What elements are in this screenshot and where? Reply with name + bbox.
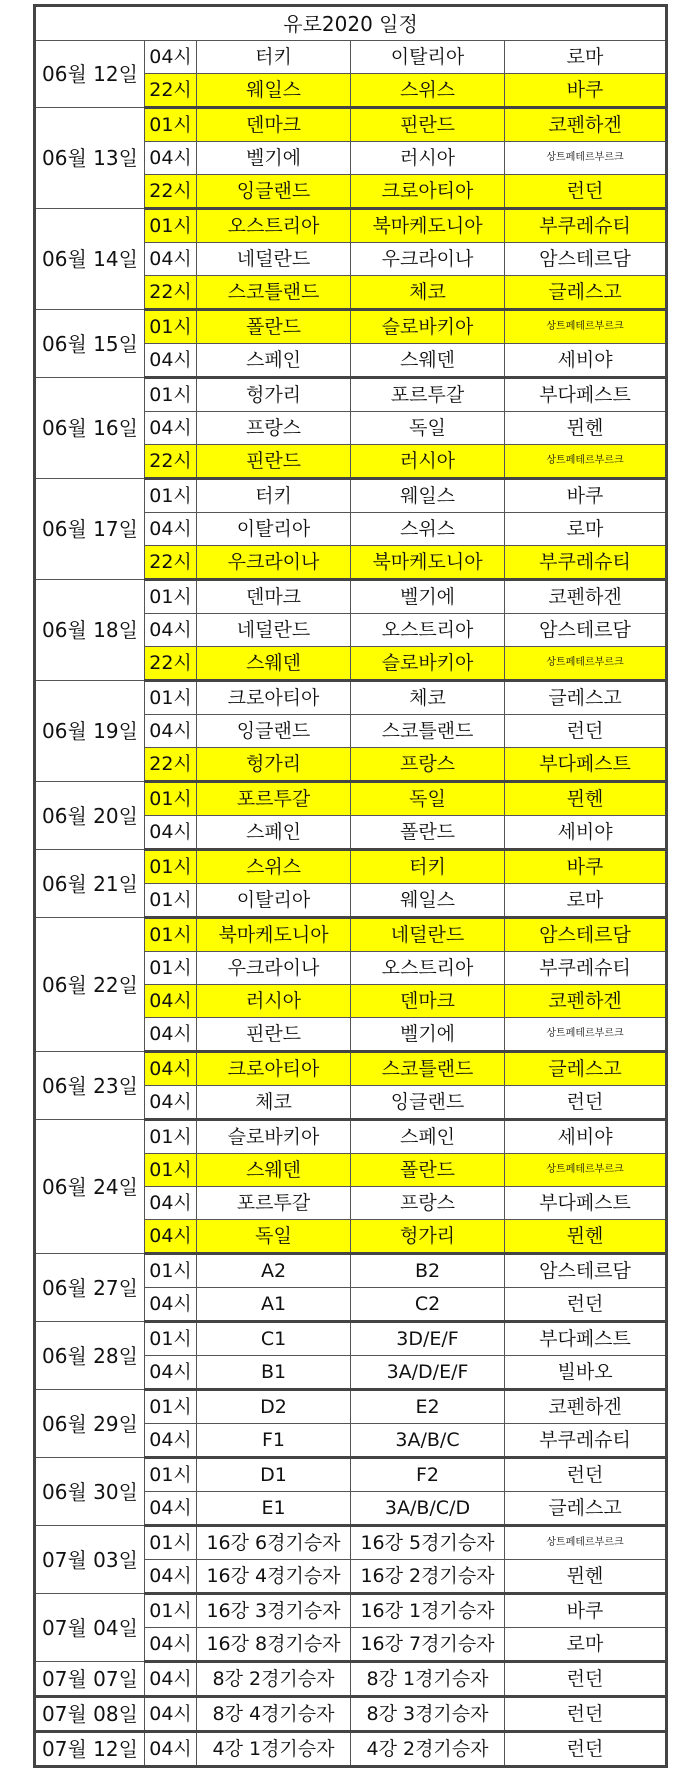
match-time: 01시 bbox=[145, 378, 197, 412]
team-away: E2 bbox=[351, 1390, 505, 1424]
match-time: 01시 bbox=[145, 850, 197, 884]
match-time: 04시 bbox=[145, 1424, 197, 1458]
match-venue: 글레스고 bbox=[505, 1052, 667, 1086]
team-away: 스위스 bbox=[351, 513, 505, 546]
match-date: 06월 24일 bbox=[35, 1120, 145, 1254]
match-date: 06월 29일 bbox=[35, 1390, 145, 1458]
match-row bbox=[35, 1732, 667, 1767]
team-home: 폴란드 bbox=[197, 310, 351, 344]
match-venue: 런던 bbox=[505, 1732, 667, 1767]
team-away: 북마케도니아 bbox=[351, 209, 505, 243]
match-venue: 상트페테르부르크 bbox=[505, 142, 667, 175]
team-away: 8강 3경기승자 bbox=[351, 1697, 505, 1732]
team-home: D2 bbox=[197, 1390, 351, 1424]
match-venue: 상트페테르부르크 bbox=[505, 1154, 667, 1187]
team-away: 벨기에 bbox=[351, 1018, 505, 1052]
match-date: 07월 08일 bbox=[35, 1697, 145, 1732]
match-time: 04시 bbox=[145, 1356, 197, 1390]
team-home: 8강 4경기승자 bbox=[197, 1697, 351, 1732]
team-away: 독일 bbox=[351, 412, 505, 445]
match-venue: 암스테르담 bbox=[505, 614, 667, 647]
team-away: 잉글랜드 bbox=[351, 1086, 505, 1120]
match-time: 04시 bbox=[145, 1697, 197, 1732]
match-date: 07월 07일 bbox=[35, 1662, 145, 1697]
team-home: C1 bbox=[197, 1322, 351, 1356]
match-date: 06월 12일 bbox=[35, 41, 145, 108]
match-time: 04시 bbox=[145, 1288, 197, 1322]
match-venue: 부쿠레슈티 bbox=[505, 1424, 667, 1458]
match-date: 06월 28일 bbox=[35, 1322, 145, 1390]
team-home: 핀란드 bbox=[197, 1018, 351, 1052]
match-date: 07월 04일 bbox=[35, 1594, 145, 1662]
match-time: 01시 bbox=[145, 209, 197, 243]
match-time: 04시 bbox=[145, 1187, 197, 1220]
team-away: 스위스 bbox=[351, 74, 505, 108]
team-away: 벨기에 bbox=[351, 580, 505, 614]
match-venue: 상트페테르부르크 bbox=[505, 647, 667, 681]
match-venue: 로마 bbox=[505, 1628, 667, 1662]
team-home: 이탈리아 bbox=[197, 513, 351, 546]
match-time: 01시 bbox=[145, 580, 197, 614]
team-home: 네덜란드 bbox=[197, 243, 351, 276]
team-away: 터키 bbox=[351, 850, 505, 884]
match-row bbox=[35, 1458, 667, 1492]
team-home: 스페인 bbox=[197, 816, 351, 850]
match-time: 04시 bbox=[145, 816, 197, 850]
match-time: 04시 bbox=[145, 41, 197, 74]
match-time: 01시 bbox=[145, 782, 197, 816]
team-away: 3D/E/F bbox=[351, 1322, 505, 1356]
team-away: 폴란드 bbox=[351, 816, 505, 850]
match-time: 01시 bbox=[145, 1458, 197, 1492]
match-time: 04시 bbox=[145, 1018, 197, 1052]
match-time: 01시 bbox=[145, 310, 197, 344]
match-row bbox=[35, 918, 667, 952]
match-date: 06월 30일 bbox=[35, 1458, 145, 1526]
team-away: 헝가리 bbox=[351, 1220, 505, 1254]
match-row bbox=[35, 1390, 667, 1424]
match-time: 01시 bbox=[145, 1322, 197, 1356]
team-home: 크로아티아 bbox=[197, 1052, 351, 1086]
team-away: C2 bbox=[351, 1288, 505, 1322]
team-away: 프랑스 bbox=[351, 1187, 505, 1220]
match-venue: 뮌헨 bbox=[505, 412, 667, 445]
team-home: 오스트리아 bbox=[197, 209, 351, 243]
match-time: 01시 bbox=[145, 1254, 197, 1288]
match-venue: 암스테르담 bbox=[505, 243, 667, 276]
team-home: 크로아티아 bbox=[197, 681, 351, 715]
team-home: F1 bbox=[197, 1424, 351, 1458]
team-home: 16강 8경기승자 bbox=[197, 1628, 351, 1662]
match-row bbox=[35, 479, 667, 513]
match-venue: 부다페스트 bbox=[505, 748, 667, 782]
match-row bbox=[35, 108, 667, 142]
team-home: 포르투갈 bbox=[197, 782, 351, 816]
team-away: 체코 bbox=[351, 681, 505, 715]
team-away: 이탈리아 bbox=[351, 41, 505, 74]
match-date: 07월 03일 bbox=[35, 1526, 145, 1594]
match-time: 04시 bbox=[145, 1662, 197, 1697]
match-time: 01시 bbox=[145, 918, 197, 952]
match-row bbox=[35, 1322, 667, 1356]
team-home: A1 bbox=[197, 1288, 351, 1322]
team-away: 스웨덴 bbox=[351, 344, 505, 378]
match-time: 04시 bbox=[145, 715, 197, 748]
match-venue: 뮌헨 bbox=[505, 1560, 667, 1594]
match-time: 04시 bbox=[145, 1628, 197, 1662]
match-time: 01시 bbox=[145, 1390, 197, 1424]
match-date: 06월 13일 bbox=[35, 108, 145, 209]
match-row bbox=[35, 1697, 667, 1732]
match-date: 06월 19일 bbox=[35, 681, 145, 782]
match-time: 04시 bbox=[145, 614, 197, 647]
match-time: 01시 bbox=[145, 1526, 197, 1560]
match-venue: 바쿠 bbox=[505, 850, 667, 884]
team-away: 네덜란드 bbox=[351, 918, 505, 952]
team-home: 4강 1경기승자 bbox=[197, 1732, 351, 1767]
match-venue: 바쿠 bbox=[505, 1594, 667, 1628]
match-date: 06월 18일 bbox=[35, 580, 145, 681]
team-away: 8강 1경기승자 bbox=[351, 1662, 505, 1697]
team-home: 덴마크 bbox=[197, 108, 351, 142]
team-away: 16강 7경기승자 bbox=[351, 1628, 505, 1662]
team-home: 포르투갈 bbox=[197, 1187, 351, 1220]
team-away: 3A/B/C/D bbox=[351, 1492, 505, 1526]
team-home: 잉글랜드 bbox=[197, 715, 351, 748]
match-time: 01시 bbox=[145, 1120, 197, 1154]
team-away: 독일 bbox=[351, 782, 505, 816]
match-time: 22시 bbox=[145, 546, 197, 580]
match-time: 04시 bbox=[145, 1560, 197, 1594]
match-venue: 런던 bbox=[505, 1697, 667, 1732]
team-home: 네덜란드 bbox=[197, 614, 351, 647]
match-row bbox=[35, 209, 667, 243]
team-home: 8강 2경기승자 bbox=[197, 1662, 351, 1697]
match-row bbox=[35, 1526, 667, 1560]
match-venue: 상트페테르부르크 bbox=[505, 1018, 667, 1052]
team-away: 웨일스 bbox=[351, 479, 505, 513]
match-time: 01시 bbox=[145, 952, 197, 985]
match-venue: 암스테르담 bbox=[505, 918, 667, 952]
team-home: 16강 4경기승자 bbox=[197, 1560, 351, 1594]
match-date: 06월 17일 bbox=[35, 479, 145, 580]
team-away: 오스트리아 bbox=[351, 952, 505, 985]
team-home: 체코 bbox=[197, 1086, 351, 1120]
match-row bbox=[35, 1594, 667, 1628]
match-time: 04시 bbox=[145, 142, 197, 175]
match-time: 04시 bbox=[145, 243, 197, 276]
team-home: D1 bbox=[197, 1458, 351, 1492]
schedule-title: 유로2020 일정 bbox=[35, 6, 667, 41]
match-row bbox=[35, 782, 667, 816]
match-venue: 부다페스트 bbox=[505, 1322, 667, 1356]
match-time: 01시 bbox=[145, 1154, 197, 1187]
match-venue: 부다페스트 bbox=[505, 1187, 667, 1220]
team-home: 스웨덴 bbox=[197, 647, 351, 681]
team-away: 체코 bbox=[351, 276, 505, 310]
team-home: 잉글랜드 bbox=[197, 175, 351, 209]
match-venue: 상트페테르부르크 bbox=[505, 310, 667, 344]
team-home: 터키 bbox=[197, 41, 351, 74]
team-home: 터키 bbox=[197, 479, 351, 513]
match-date: 06월 23일 bbox=[35, 1052, 145, 1120]
team-away: 3A/B/C bbox=[351, 1424, 505, 1458]
match-time: 01시 bbox=[145, 884, 197, 918]
match-venue: 글레스고 bbox=[505, 681, 667, 715]
match-row bbox=[35, 1662, 667, 1697]
team-home: 16강 3경기승자 bbox=[197, 1594, 351, 1628]
match-row bbox=[35, 41, 667, 74]
team-away: 4강 2경기승자 bbox=[351, 1732, 505, 1767]
schedule-body bbox=[35, 6, 667, 1767]
match-venue: 세비야 bbox=[505, 1120, 667, 1154]
match-time: 04시 bbox=[145, 1220, 197, 1254]
match-date: 06월 22일 bbox=[35, 918, 145, 1052]
match-venue: 세비야 bbox=[505, 344, 667, 378]
team-away: 16강 1경기승자 bbox=[351, 1594, 505, 1628]
match-venue: 암스테르담 bbox=[505, 1254, 667, 1288]
match-time: 22시 bbox=[145, 74, 197, 108]
match-venue: 빌바오 bbox=[505, 1356, 667, 1390]
team-away: 러시아 bbox=[351, 142, 505, 175]
match-time: 01시 bbox=[145, 108, 197, 142]
match-time: 04시 bbox=[145, 412, 197, 445]
team-home: 슬로바키아 bbox=[197, 1120, 351, 1154]
team-away: 스코틀랜드 bbox=[351, 715, 505, 748]
match-venue: 부다페스트 bbox=[505, 378, 667, 412]
match-time: 04시 bbox=[145, 1086, 197, 1120]
match-venue: 바쿠 bbox=[505, 74, 667, 108]
match-time: 04시 bbox=[145, 1052, 197, 1086]
team-away: 슬로바키아 bbox=[351, 310, 505, 344]
team-home: B1 bbox=[197, 1356, 351, 1390]
team-home: 스코틀랜드 bbox=[197, 276, 351, 310]
team-away: 오스트리아 bbox=[351, 614, 505, 647]
team-away: 포르투갈 bbox=[351, 378, 505, 412]
match-venue: 로마 bbox=[505, 884, 667, 918]
match-venue: 로마 bbox=[505, 41, 667, 74]
match-venue: 런던 bbox=[505, 715, 667, 748]
match-row bbox=[35, 850, 667, 884]
team-home: 우크라이나 bbox=[197, 546, 351, 580]
match-date: 06월 27일 bbox=[35, 1254, 145, 1322]
match-venue: 상트페테르부르크 bbox=[505, 445, 667, 479]
match-time: 04시 bbox=[145, 1732, 197, 1767]
match-venue: 뮌헨 bbox=[505, 1220, 667, 1254]
match-date: 06월 15일 bbox=[35, 310, 145, 378]
match-venue: 글레스고 bbox=[505, 1492, 667, 1526]
schedule-table bbox=[33, 4, 668, 1768]
match-time: 22시 bbox=[145, 647, 197, 681]
team-home: 러시아 bbox=[197, 985, 351, 1018]
team-away: 슬로바키아 bbox=[351, 647, 505, 681]
match-venue: 런던 bbox=[505, 1662, 667, 1697]
match-time: 04시 bbox=[145, 985, 197, 1018]
match-venue: 런던 bbox=[505, 1288, 667, 1322]
match-venue: 바쿠 bbox=[505, 479, 667, 513]
match-time: 22시 bbox=[145, 748, 197, 782]
team-home: 북마케도니아 bbox=[197, 918, 351, 952]
match-date: 06월 16일 bbox=[35, 378, 145, 479]
team-home: A2 bbox=[197, 1254, 351, 1288]
match-venue: 부쿠레슈티 bbox=[505, 952, 667, 985]
match-time: 22시 bbox=[145, 175, 197, 209]
team-away: 3A/D/E/F bbox=[351, 1356, 505, 1390]
team-home: 헝가리 bbox=[197, 378, 351, 412]
team-home: E1 bbox=[197, 1492, 351, 1526]
match-venue: 부쿠레슈티 bbox=[505, 209, 667, 243]
team-away: 16강 2경기승자 bbox=[351, 1560, 505, 1594]
match-row bbox=[35, 681, 667, 715]
match-venue: 코펜하겐 bbox=[505, 1390, 667, 1424]
match-time: 04시 bbox=[145, 1492, 197, 1526]
team-away: 덴마크 bbox=[351, 985, 505, 1018]
team-away: B2 bbox=[351, 1254, 505, 1288]
match-time: 01시 bbox=[145, 1594, 197, 1628]
match-row bbox=[35, 580, 667, 614]
match-venue: 부쿠레슈티 bbox=[505, 546, 667, 580]
match-time: 22시 bbox=[145, 276, 197, 310]
match-venue: 런던 bbox=[505, 175, 667, 209]
team-home: 프랑스 bbox=[197, 412, 351, 445]
team-away: 스코틀랜드 bbox=[351, 1052, 505, 1086]
team-home: 웨일스 bbox=[197, 74, 351, 108]
match-venue: 코펜하겐 bbox=[505, 108, 667, 142]
team-away: 우크라이나 bbox=[351, 243, 505, 276]
team-home: 핀란드 bbox=[197, 445, 351, 479]
team-away: F2 bbox=[351, 1458, 505, 1492]
match-time: 04시 bbox=[145, 344, 197, 378]
match-venue: 상트페테르부르크 bbox=[505, 1526, 667, 1560]
match-venue: 코펜하겐 bbox=[505, 985, 667, 1018]
team-away: 러시아 bbox=[351, 445, 505, 479]
match-venue: 코펜하겐 bbox=[505, 580, 667, 614]
team-away: 폴란드 bbox=[351, 1154, 505, 1187]
match-row bbox=[35, 1254, 667, 1288]
team-home: 이탈리아 bbox=[197, 884, 351, 918]
team-home: 덴마크 bbox=[197, 580, 351, 614]
match-time: 01시 bbox=[145, 479, 197, 513]
match-date: 06월 21일 bbox=[35, 850, 145, 918]
match-venue: 글레스고 bbox=[505, 276, 667, 310]
team-home: 스위스 bbox=[197, 850, 351, 884]
match-date: 06월 14일 bbox=[35, 209, 145, 310]
team-away: 웨일스 bbox=[351, 884, 505, 918]
team-away: 핀란드 bbox=[351, 108, 505, 142]
title-row bbox=[35, 6, 667, 41]
team-away: 크로아티아 bbox=[351, 175, 505, 209]
match-row bbox=[35, 378, 667, 412]
match-time: 22시 bbox=[145, 445, 197, 479]
match-row bbox=[35, 1052, 667, 1086]
team-away: 16강 5경기승자 bbox=[351, 1526, 505, 1560]
match-date: 06월 20일 bbox=[35, 782, 145, 850]
match-row bbox=[35, 310, 667, 344]
match-date: 07월 12일 bbox=[35, 1732, 145, 1767]
match-venue: 로마 bbox=[505, 513, 667, 546]
team-away: 스페인 bbox=[351, 1120, 505, 1154]
team-home: 독일 bbox=[197, 1220, 351, 1254]
match-venue: 뮌헨 bbox=[505, 782, 667, 816]
team-home: 16강 6경기승자 bbox=[197, 1526, 351, 1560]
team-home: 스페인 bbox=[197, 344, 351, 378]
team-home: 벨기에 bbox=[197, 142, 351, 175]
match-row bbox=[35, 1120, 667, 1154]
team-away: 북마케도니아 bbox=[351, 546, 505, 580]
team-away: 프랑스 bbox=[351, 748, 505, 782]
match-time: 04시 bbox=[145, 513, 197, 546]
team-home: 우크라이나 bbox=[197, 952, 351, 985]
match-time: 01시 bbox=[145, 681, 197, 715]
team-home: 스웨덴 bbox=[197, 1154, 351, 1187]
match-venue: 런던 bbox=[505, 1086, 667, 1120]
match-venue: 세비야 bbox=[505, 816, 667, 850]
match-venue: 런던 bbox=[505, 1458, 667, 1492]
team-home: 헝가리 bbox=[197, 748, 351, 782]
